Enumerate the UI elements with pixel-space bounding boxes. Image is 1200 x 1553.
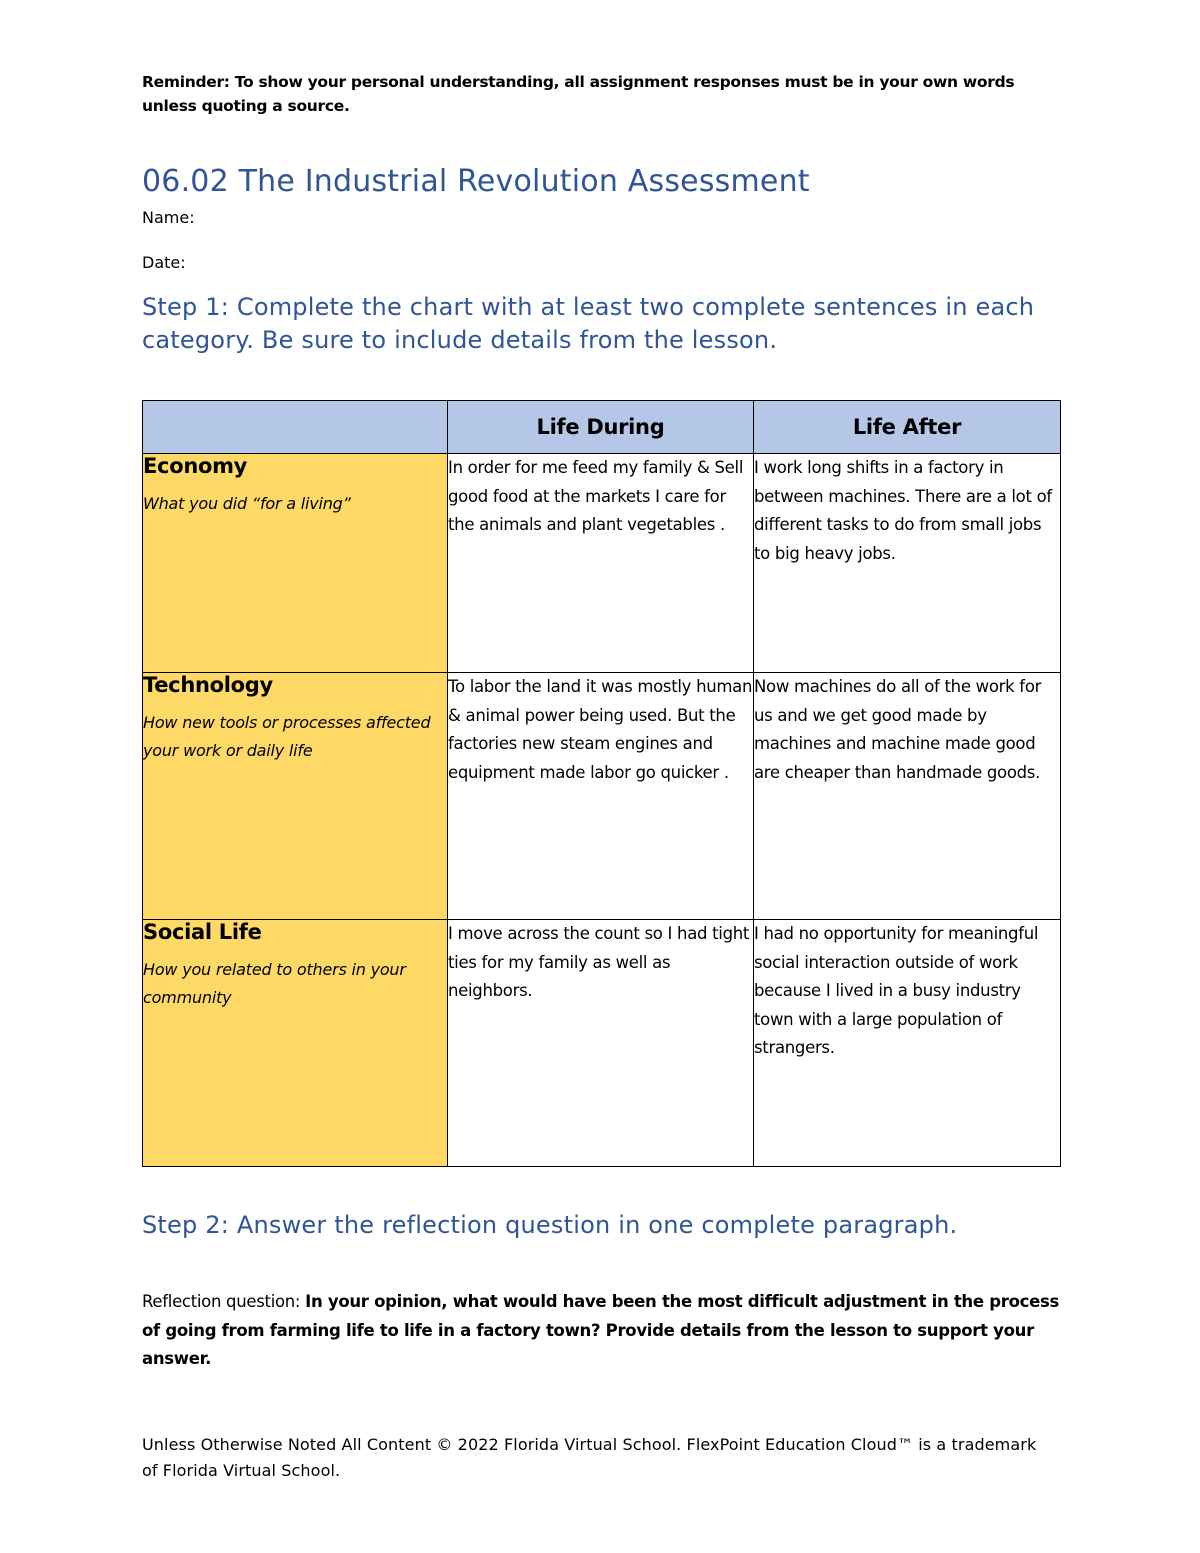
name-field-label: Name: bbox=[142, 208, 195, 227]
life-during-cell[interactable]: To labor the land it was mostly human & animal power being used. But the factories new steam engines and equipment made labor go quicker . bbox=[448, 673, 754, 920]
life-after-cell[interactable]: I work long shifts in a factory in between machines. There are a lot of different tasks to do from small jobs to big heavy jobs. bbox=[754, 454, 1061, 673]
category-name: Social Life bbox=[143, 920, 262, 944]
step1-heading: Step 1: Complete the chart with at least two complete sentences in each category. Be sure to include details from the lesson. bbox=[142, 293, 1035, 354]
table-row-technology bbox=[143, 673, 1061, 920]
header-life-after: Life After bbox=[754, 401, 1061, 454]
page-title: 06.02 The Industrial Revolution Assessment bbox=[142, 164, 810, 199]
table-row-economy bbox=[143, 454, 1061, 673]
category-description: What you did “for a living” bbox=[143, 494, 351, 513]
category-description: How you related to others in your community bbox=[143, 960, 406, 1007]
date-field-label: Date: bbox=[142, 253, 186, 272]
life-during-cell[interactable]: In order for me feed my family & Sell good food at the markets I care for the animals and plant vegetables . bbox=[448, 454, 754, 673]
header-blank-cell bbox=[143, 401, 448, 454]
chart-header-row bbox=[143, 401, 1061, 454]
category-cell bbox=[143, 673, 448, 920]
copyright-footer: Unless Otherwise Noted All Content © 2022 Florida Virtual School. FlexPoint Education Cloud™ is a trademark of Florida Virtual School. bbox=[142, 1435, 1037, 1480]
comparison-chart bbox=[142, 400, 1061, 1167]
reflection-label: Reflection question: bbox=[142, 1292, 301, 1311]
category-name: Economy bbox=[143, 454, 248, 478]
category-name: Technology bbox=[143, 673, 273, 697]
table-row-social-life bbox=[143, 920, 1061, 1167]
reminder-note: Reminder: To show your personal understanding, all assignment responses must be in your own words unless quoting a source. bbox=[142, 73, 1015, 115]
life-during-cell[interactable]: I move across the count so I had tight ties for my family as well as neighbors. bbox=[448, 920, 754, 1167]
life-after-cell[interactable]: I had no opportunity for meaningful social interaction outside of work because I lived in a busy industry town with a large population of strangers. bbox=[754, 920, 1061, 1167]
life-after-cell[interactable]: Now machines do all of the work for us and we get good made by machines and machine made good are cheaper than handmade goods. bbox=[754, 673, 1061, 920]
category-cell bbox=[143, 454, 448, 673]
category-description: How new tools or processes affected your work or daily life bbox=[143, 713, 431, 760]
category-cell bbox=[143, 920, 448, 1167]
step2-heading: Step 2: Answer the reflection question in one complete paragraph. bbox=[142, 1211, 958, 1239]
reflection-question-text: In your opinion, what would have been the most difficult adjustment in the process of going from farming life to life in a factory town? Provide details from the lesson to support your answer. bbox=[142, 1292, 1060, 1368]
header-life-during: Life During bbox=[448, 401, 754, 454]
reflection-question bbox=[142, 1288, 1060, 1374]
